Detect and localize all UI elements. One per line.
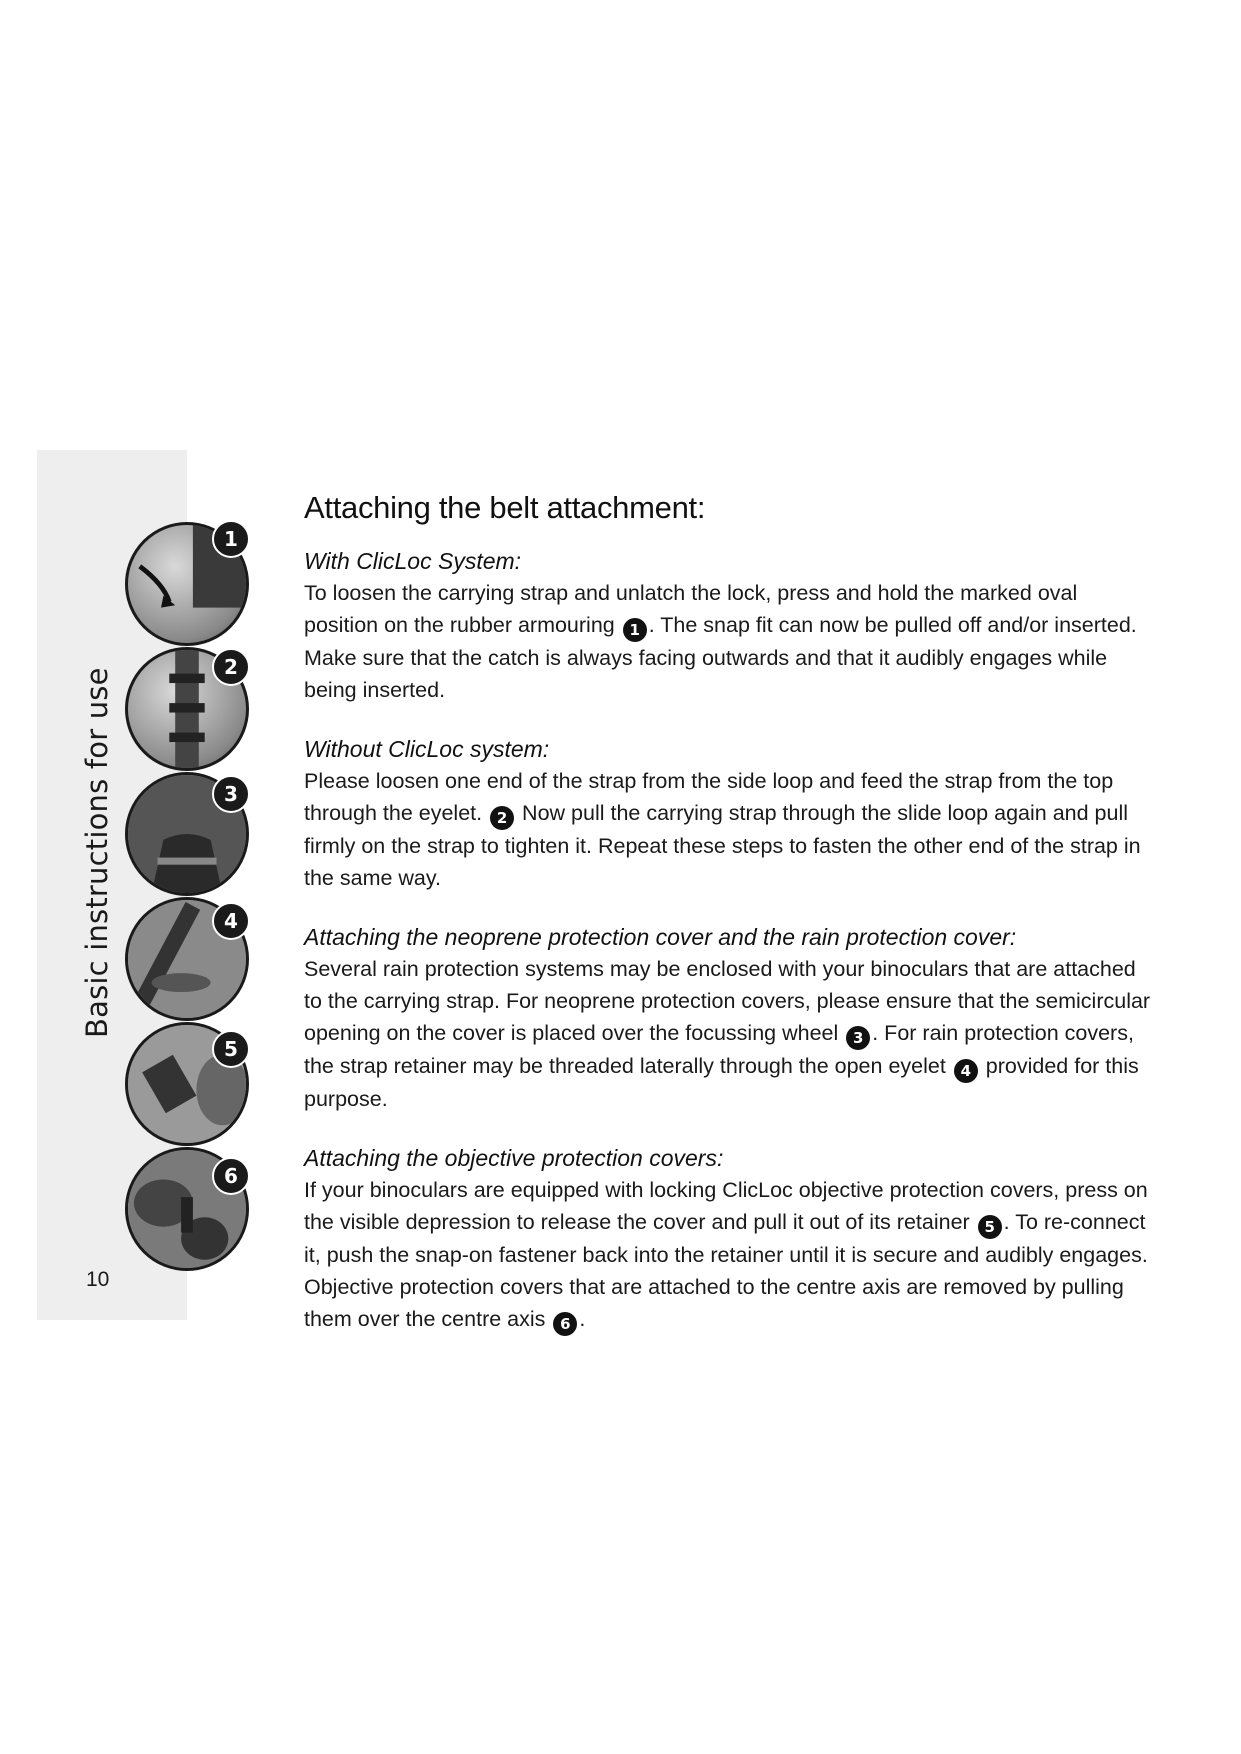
- reference-number-icon: 5: [978, 1215, 1002, 1239]
- body-text-span: Now pull the carrying strap through the slide loop again and pull firmly on the strap to tighten it. Repeat these steps to fasten the other end of the strap in the same way.: [304, 801, 1141, 890]
- photo-number-badge: 3: [212, 775, 250, 813]
- section-body: [304, 1174, 1154, 1336]
- section-neoprene-cover: [304, 924, 1154, 1115]
- section-with-clicloc: [304, 548, 1154, 706]
- reference-number-icon: 6: [553, 1312, 577, 1336]
- body-text-span: . For rain protection covers, the strap retainer may be threaded laterally through the open eyelet: [304, 1021, 1134, 1078]
- photo-number-badge: 1: [212, 520, 250, 558]
- section-body: [304, 577, 1154, 706]
- reference-number-icon: 3: [846, 1026, 870, 1050]
- reference-number-icon: 2: [490, 806, 514, 830]
- body-text-span: Please loosen one end of the strap from the side loop and feed the strap from the top through the eyelet.: [304, 769, 1114, 825]
- body-text-span: . To re-connect it, push the snap-on fastener back into the retainer until it is secure and audibly engages. Objective protection covers that are attached to the centre axis are removed by pulling them over the centre axis: [304, 1210, 1148, 1331]
- photo-number-badge: 6: [212, 1157, 250, 1195]
- section-heading: Attaching the neoprene protection cover and the rain protection cover:: [304, 924, 1017, 950]
- section-body: [304, 953, 1154, 1115]
- section-objective-covers: [304, 1145, 1154, 1336]
- section-without-clicloc: [304, 736, 1154, 894]
- body-text-span: provided for this purpose.: [304, 1054, 1139, 1111]
- page-title: Attaching the belt attachment:: [304, 490, 706, 525]
- body-text-span: If your binoculars are equipped with locking ClicLoc objective protection covers, press on the visible depression to release the cover and pull it out of its retainer: [304, 1178, 1148, 1234]
- body-text-span: Several rain protection systems may be enclosed with your binoculars that are attached to the carrying strap. For neoprene protection covers, please ensure that the semicircular opening on the cover is placed over the focussing wheel: [304, 957, 1151, 1045]
- section-heading: Attaching the objective protection covers:: [304, 1145, 724, 1171]
- reference-number-icon: 4: [954, 1059, 978, 1083]
- section-heading: With ClicLoc System:: [304, 548, 522, 574]
- body-text-span: .: [579, 1307, 586, 1331]
- reference-number-icon: 1: [623, 618, 647, 642]
- photo-number-badge: 4: [212, 902, 250, 940]
- body-text-span: To loosen the carrying strap and unlatch the lock, press and hold the marked oval position on the rubber armouring: [304, 581, 1078, 637]
- body-text-span: . The snap fit can now be pulled off and/or inserted. Make sure that the catch is always facing outwards and that it audibly engages while being inserted.: [304, 613, 1137, 702]
- page-number: 10: [86, 1268, 110, 1291]
- sidebar-title: Basic instructions for use: [80, 667, 114, 1038]
- main-content: [304, 490, 1154, 1366]
- section-body: [304, 765, 1154, 894]
- photo-number-badge: 2: [212, 648, 250, 686]
- section-heading: Without ClicLoc system:: [304, 736, 550, 762]
- photo-number-badge: 5: [212, 1030, 250, 1068]
